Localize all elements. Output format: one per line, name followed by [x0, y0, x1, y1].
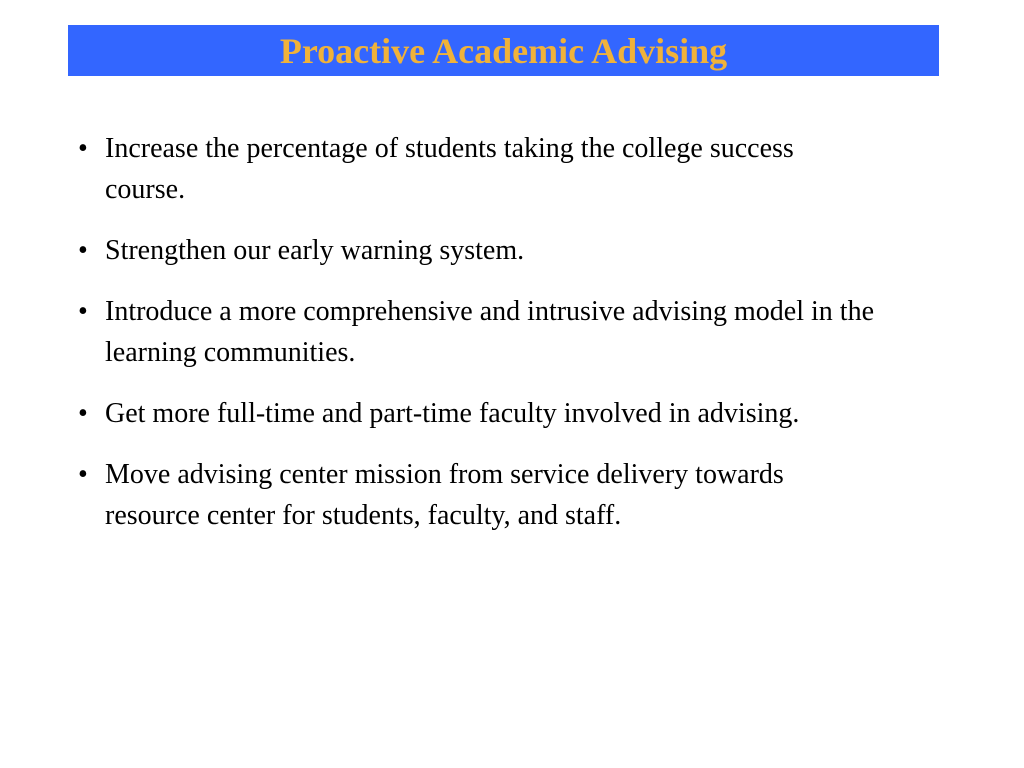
bullet-text: Move advising center mission from service delivery towards resource center for students, faculty, and staff. [105, 459, 784, 531]
bullet-marker: • [78, 235, 88, 266]
bullet-marker: • [78, 398, 88, 429]
bullet-marker: • [78, 133, 88, 164]
title-bar [68, 25, 939, 76]
slide-title: Proactive Academic Advising [279, 30, 728, 71]
bullet-marker: • [78, 296, 88, 327]
bullet-text: Get more full-time and part-time faculty involved in advising. [105, 398, 800, 429]
bullet-item [78, 230, 878, 271]
bullet-text: Introduce a more comprehensive and intrusive advising model in the learning communities. [105, 296, 875, 368]
bullet-item [78, 454, 878, 536]
bullet-item [78, 393, 878, 434]
bullet-item [78, 291, 878, 373]
bullet-text: Increase the percentage of students taking the college success course. [105, 133, 794, 205]
bullet-item [78, 128, 878, 210]
bullet-marker: • [78, 459, 88, 490]
bullet-text: Strengthen our early warning system. [105, 235, 525, 266]
bullet-list [78, 128, 878, 556]
